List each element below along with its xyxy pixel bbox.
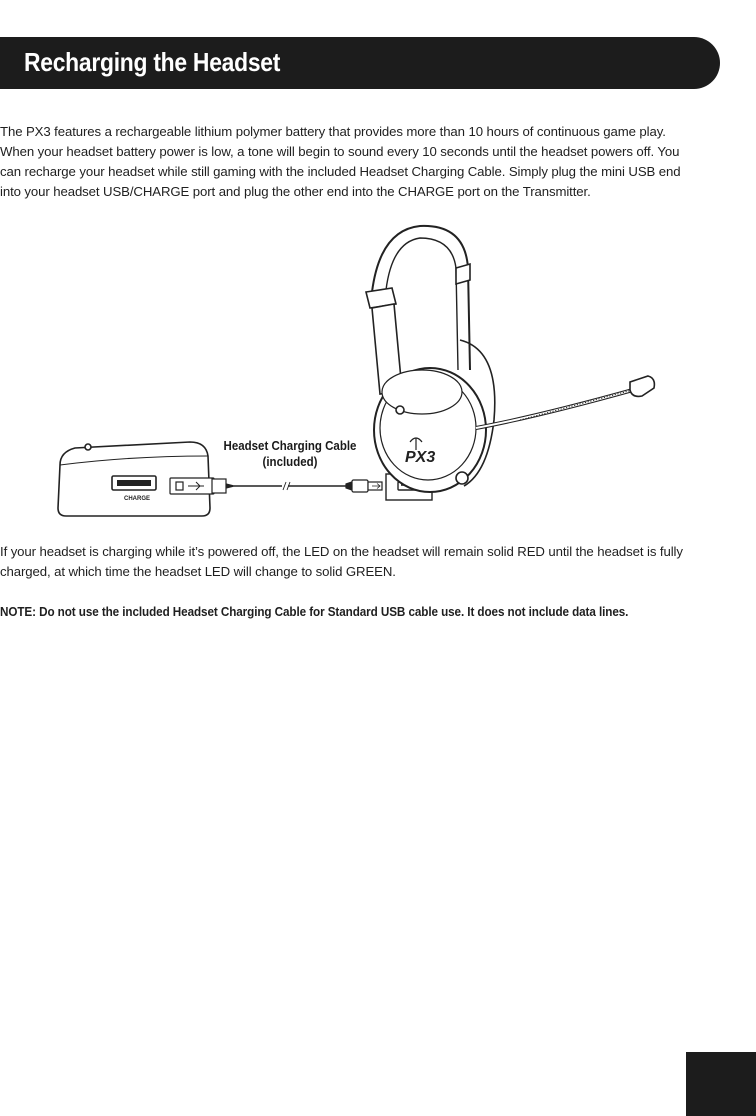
- charge-port-label: CHARGE: [124, 496, 151, 502]
- cable-callout-label: [212, 438, 368, 470]
- headset-brand-label: PX3: [405, 449, 436, 466]
- mini-usb-plug-icon: [346, 480, 382, 492]
- charging-cable: [234, 482, 346, 490]
- cable-label-line1: Headset Charging Cable: [223, 439, 357, 453]
- charging-illustration: [0, 220, 756, 530]
- note-warning: NOTE: Do not use the included Headset Charging Cable for Standard USB cable use. It does not include data lines.: [0, 604, 629, 619]
- led-paragraph: If your headset is charging while it’s powered off, the LED on the headset will remain solid RED until the headset is fully charged, at which time the headset LED will change to solid GREEN.: [0, 544, 683, 579]
- page-number-tab: [686, 1052, 756, 1116]
- headset-illustration: [366, 226, 654, 492]
- intro-paragraph: The PX3 features a rechargeable lithium polymer battery that provides more than 10 hours of continuous game play. When your headset battery power is low, a tone will begin to sound every 10 seconds until the headset powers off. You can recharge your headset while still gaming with the included Headset Charging Cable. Simply plug the mini USB end into your headset USB/CHARGE port and plug the other end into the CHARGE port on the Transmitter.: [0, 124, 681, 199]
- page-title: Recharging the Headset: [24, 47, 281, 77]
- usb-plug-icon: [170, 478, 234, 494]
- section-title-bar: [0, 37, 720, 89]
- cable-label-line2: (included): [262, 455, 318, 469]
